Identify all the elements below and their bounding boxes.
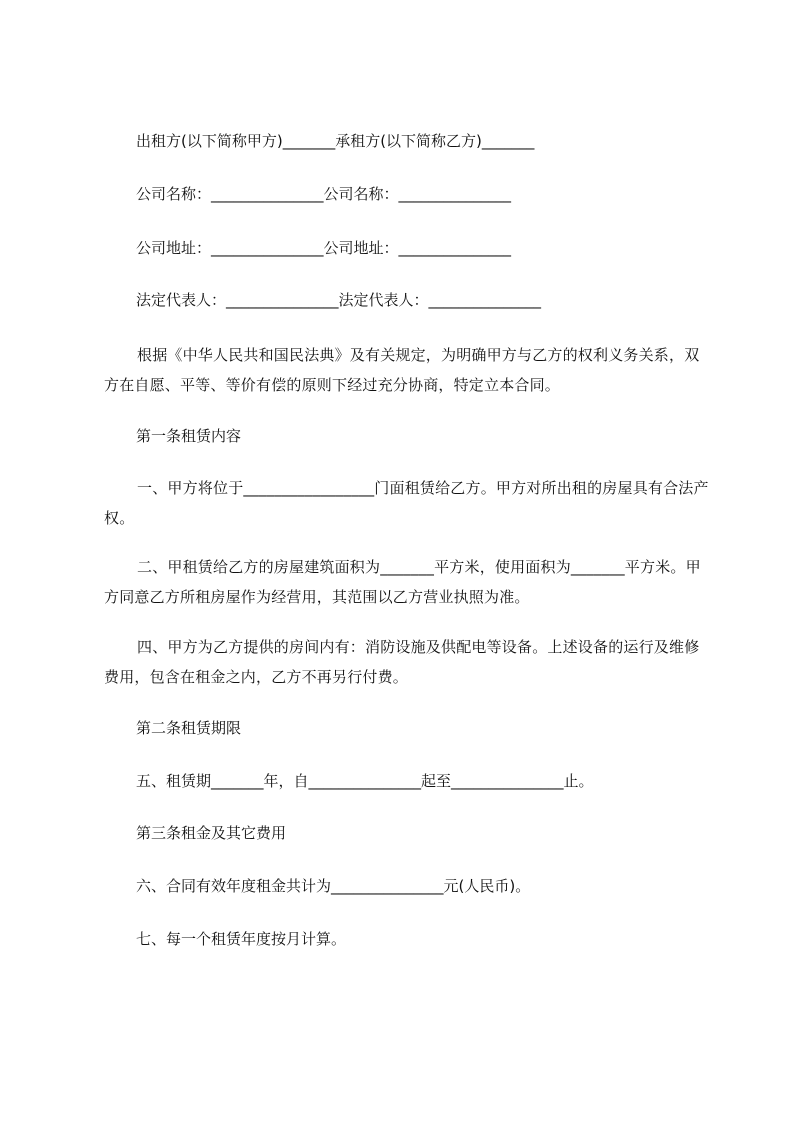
clause-6-line: 六、合同有效年度租金共计为_______________元(人民币)。 (136, 877, 531, 895)
company-name-line: 公司名称：_______________公司名称：_______________ (136, 185, 512, 203)
clause-1-paragraph: 一、甲方将位于_________________门面租赁给乙方。甲方对所出租的房屋具有合法产权。 (104, 479, 709, 527)
clause-5-line: 五、租赁期_______年，自_______________起至_______________止。 (136, 772, 594, 790)
clause-2-paragraph: 二、甲租赁给乙方的房屋建筑面积为_______平方米，使用面积为_______平方米。甲方同意乙方所租房屋作为经营用，其范围以乙方营业执照为准。 (104, 558, 701, 606)
clause-4-paragraph: 四、甲方为乙方提供的房间内有：消防设施及供配电等设备。上述设备的运行及维修费用，包含在租金之内，乙方不再另行付费。 (104, 638, 700, 686)
article-2-heading: 第二条租赁期限 (136, 719, 242, 737)
preamble-paragraph: 根据《中华人民共和国民法典》及有关规定，为明确甲方与乙方的权利义务关系，双方在自愿、平等、等价有偿的原则下经过充分协商，特定立本合同。 (104, 346, 700, 394)
legal-representative-line: 法定代表人：_______________法定代表人：_______________ (136, 291, 542, 309)
parties-line: 出租方(以下简称甲方)_______承租方(以下简称乙方)_______ (136, 132, 535, 150)
article-3-heading: 第三条租金及其它费用 (136, 824, 287, 842)
clause-7-line: 七、每一个租赁年度按月计算。 (136, 930, 347, 948)
company-address-line: 公司地址：_______________公司地址：_______________ (136, 239, 512, 257)
article-1-heading: 第一条租赁内容 (136, 427, 242, 445)
